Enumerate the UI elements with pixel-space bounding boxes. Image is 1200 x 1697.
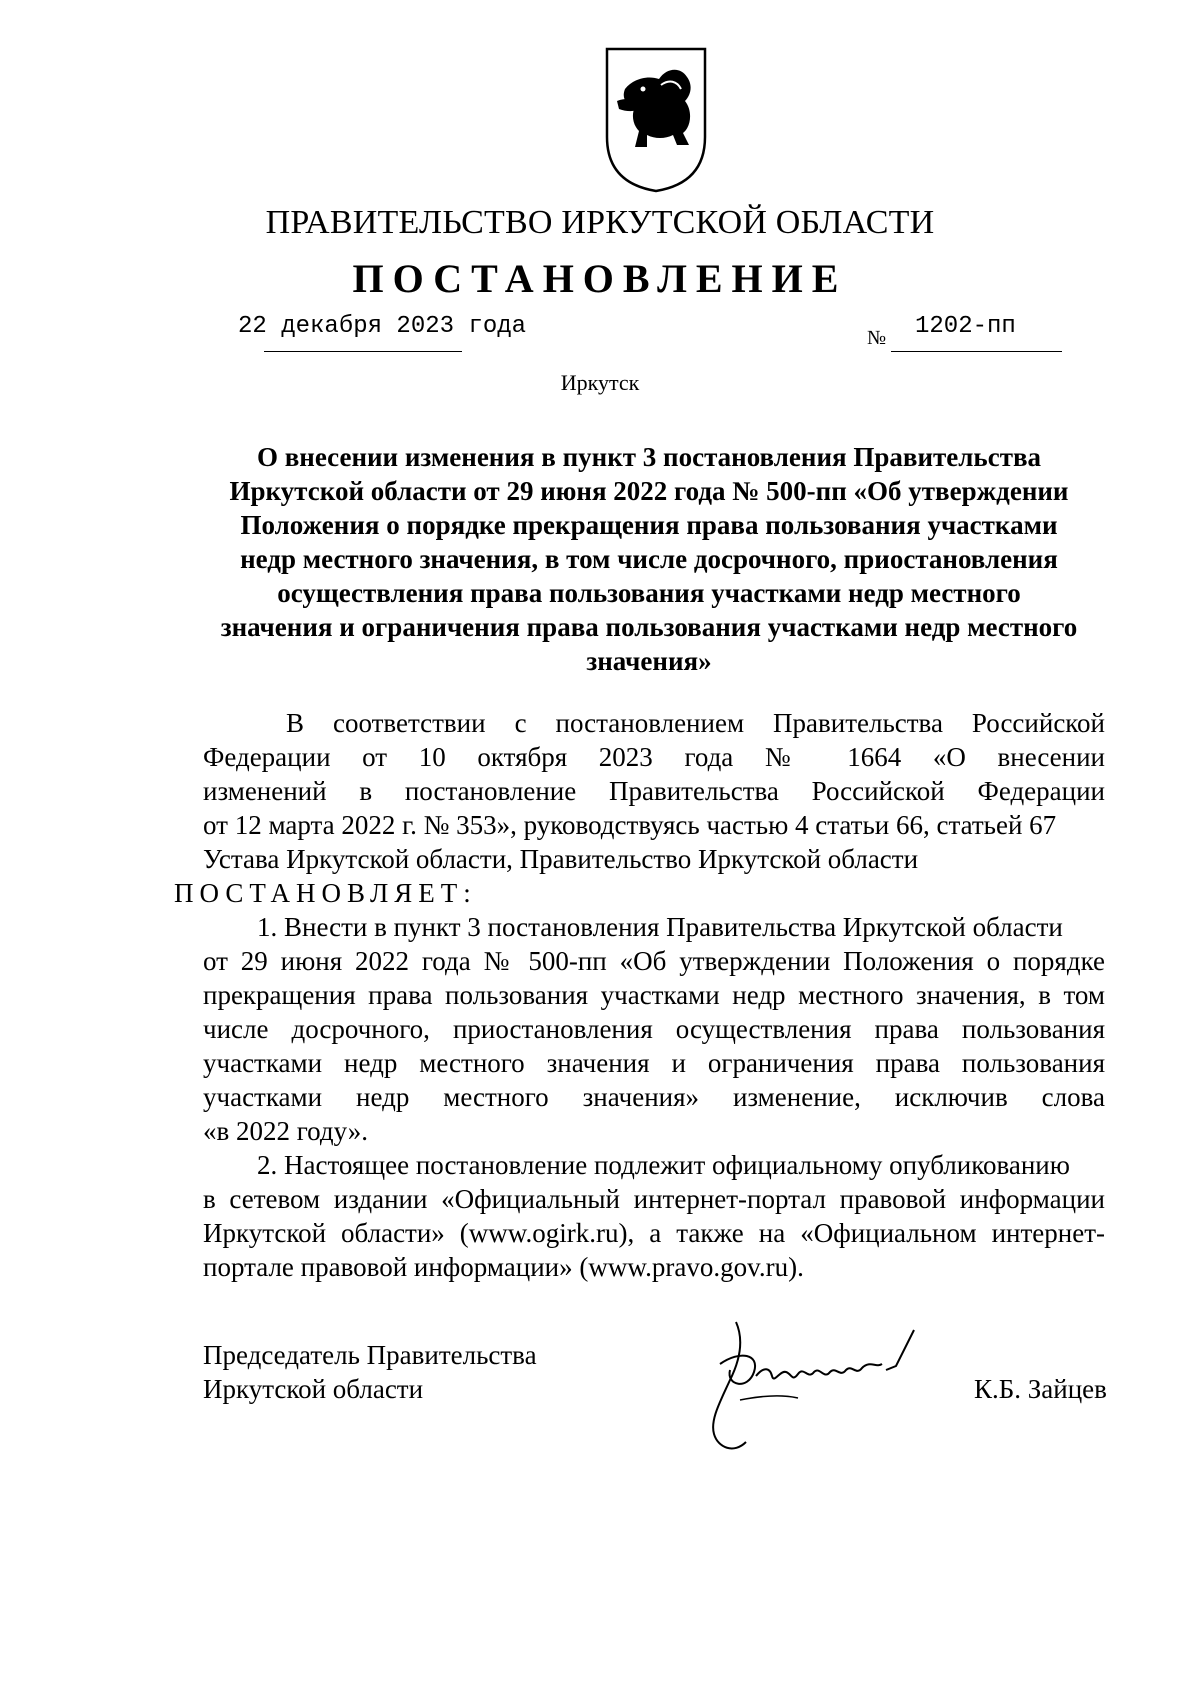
- body-line: Устава Иркутской области, Правительство Иркутской области: [203, 844, 919, 874]
- coat-of-arms-emblem: [603, 45, 709, 193]
- body-line: изменений в постановление Правительства Российской Федерации: [203, 776, 1105, 806]
- body-line: от 12 марта 2022 г. № 353», руководствуясь частью 4 статьи 66, статьей 67: [203, 810, 1057, 840]
- body-line: прекращения права пользования участками недр местного значения, в том: [203, 980, 1105, 1010]
- document-subject-title: [196, 440, 1102, 678]
- subject-line: недр местного значения, в том числе досрочного, приостановления: [240, 544, 1058, 574]
- document-date: 22 декабря 2023 года: [238, 313, 527, 340]
- government-name: ПРАВИТЕЛЬСТВО ИРКУТСКОЙ ОБЛАСТИ: [265, 204, 935, 241]
- body-line: портале правовой информации» (www.pravo.gov.ru).: [203, 1252, 804, 1282]
- body-line: числе досрочного, приостановления осуществления права пользования: [203, 1014, 1105, 1044]
- body-line: «в 2022 году».: [203, 1116, 369, 1146]
- subject-line: Положения о порядке прекращения права пользования участками: [240, 510, 1058, 540]
- body-line: в сетевом издании «Официальный интернет-портал правовой информации: [203, 1184, 1105, 1214]
- signer-name: К.Б. Зайцев: [974, 1374, 1107, 1404]
- body-line: участками недр местного значения» изменение, исключив слова: [203, 1082, 1105, 1112]
- signer-title-line: Председатель Правительства: [203, 1340, 537, 1370]
- signer-title-line: Иркутской области: [203, 1374, 424, 1404]
- body-line: участками недр местного значения и ограничения права пользования: [203, 1048, 1105, 1078]
- number-underline: [891, 351, 1062, 352]
- document-type-title: ПОСТАНОВЛЕНИЕ: [352, 256, 848, 301]
- issue-city: Иркутск: [560, 370, 640, 395]
- handwritten-signature: [700, 1310, 960, 1458]
- number-sign: №: [867, 327, 887, 349]
- body-line: от 29 июня 2022 года № 500-пп «Об утверждении Положения о порядке: [203, 946, 1105, 976]
- body-line: 1. Внести в пункт 3 постановления Правительства Иркутской области: [257, 912, 1063, 942]
- signer-title: [203, 1338, 537, 1406]
- subject-line: значения»: [586, 646, 712, 676]
- subject-line: Иркутской области от 29 июня 2022 года № 500-пп «Об утверждении: [229, 476, 1069, 506]
- item-2-paragraph: [203, 1148, 1105, 1284]
- body-line: Иркутской области» (www.ogirk.ru), а также на «Официальном интернет-: [203, 1218, 1105, 1248]
- subject-line: осуществления права пользования участками недр местного: [277, 578, 1021, 608]
- body-line: Федерации от 10 октября 2023 года № 1664 «О внесении: [203, 742, 1105, 772]
- item-1-paragraph: [203, 910, 1105, 1148]
- body-line: В соответствии с постановлением Правительства Российской: [286, 708, 1105, 738]
- decree-word: ПОСТАНОВЛЯЕТ:: [174, 878, 477, 908]
- body-line: 2. Настоящее постановление подлежит официальному опубликованию: [257, 1150, 1070, 1180]
- document-number: 1202-пп: [915, 313, 1016, 340]
- subject-line: значения и ограничения права пользования участками недр местного: [220, 612, 1078, 642]
- subject-line: О внесении изменения в пункт 3 постановления Правительства: [256, 442, 1042, 472]
- date-underline: [264, 351, 462, 352]
- document-body: [174, 706, 1105, 1284]
- preamble-paragraph: [203, 706, 1105, 876]
